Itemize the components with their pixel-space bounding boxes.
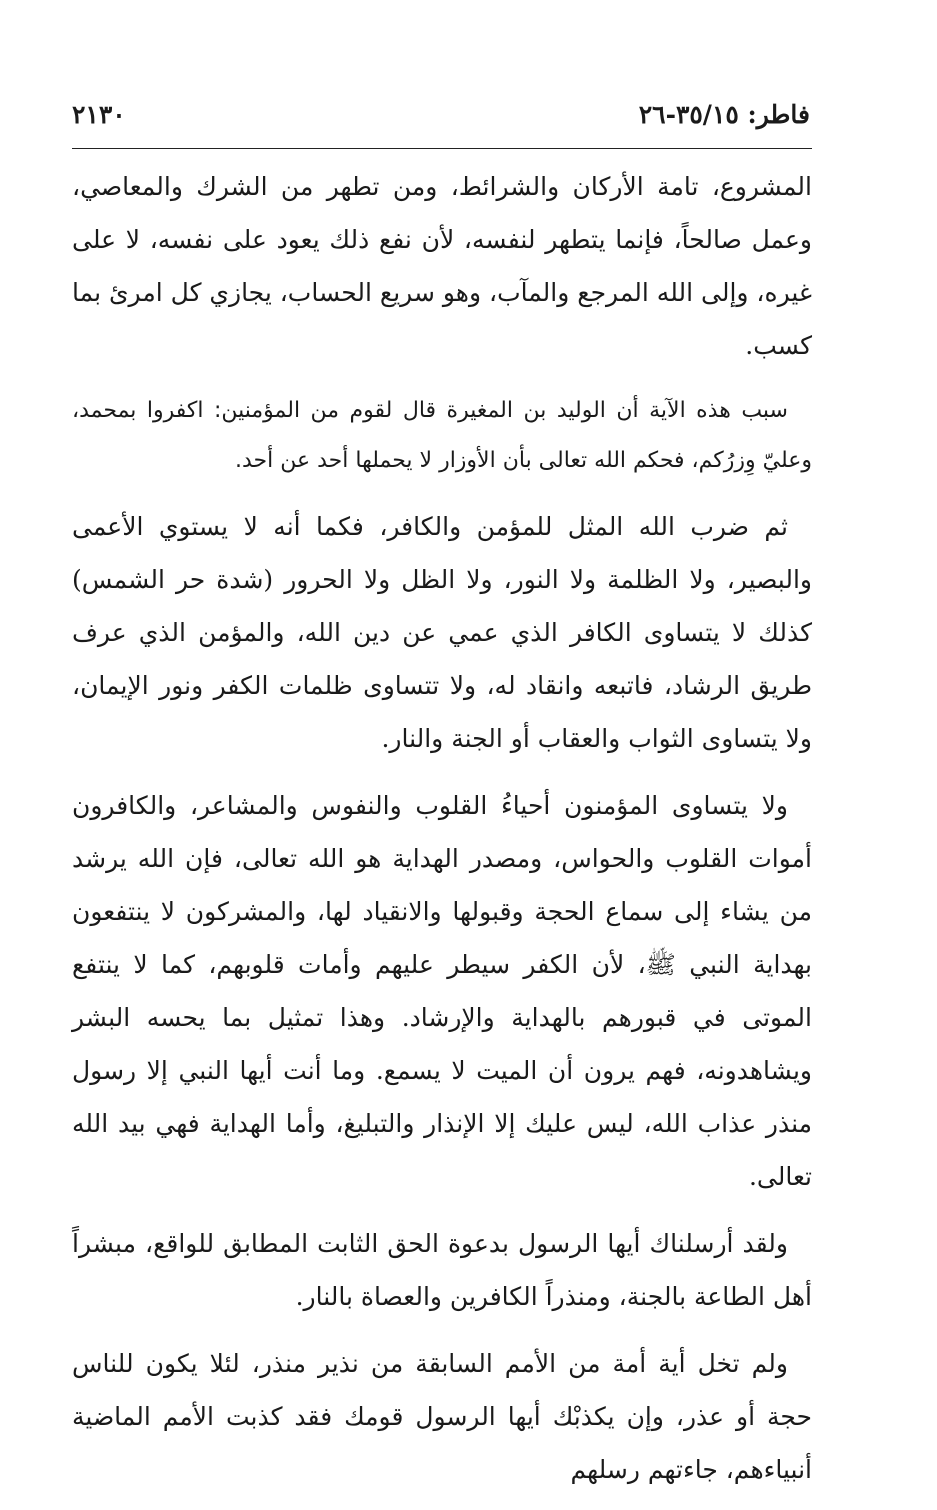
- paragraph-guidance: ولا يتساوى المؤمنون أحياءُ القلوب والنفوس والمشاعر، والكافرون أموات القلوب والحواس، ومصدر الهداية هو الله تعالى، فإن الله يرشد من يشاء إلى سماع الحجة وقبولها والانقياد لها، والمشركون لا ينتفعون بهداية النبي ﷺ، لأن الكفر سيطر عليهم وأمات قلوبهم، كما لا ينتفع الموتى في قبورهم بالهداية والإرشاد. وهذا تمثيل بما يحسه البشر ويشاهدونه، فهم يرون أن الميت لا يسمع. وما أنت أيها النبي إلا رسول منذر عذاب الله، ليس عليك إلا الإنذار والتبليغ، وأما الهداية فهي بيد الله تعالى.: [72, 791, 812, 1191]
- page-header: [72, 100, 810, 140]
- paragraph-parable: ثم ضرب الله المثل للمؤمن والكافر، فكما أنه لا يستوي الأعمى والبصير، ولا الظلمة ولا النور، ولا الظل ولا الحرور (شدة حر الشمس) كذلك لا يتساوى الكافر الذي عمي عن دين الله، والمؤمن الذي عرف طريق الرشاد، فاتبعه وانقاد له، ولا تتساوى ظلمات الكفر ونور الإيمان، ولا يتساوى الثواب والعقاب أو الجنة والنار.: [72, 512, 812, 753]
- paragraph-revelation-cause: سبب هذه الآية أن الوليد بن المغيرة قال لقوم من المؤمنين: اكفروا بمحمد، وعليّ وِزرُكم، فحكم الله تعالى بأن الأوزار لا يحملها أحد عن أحد.: [72, 398, 812, 473]
- page-body: [72, 160, 812, 1510]
- paragraph-continuation: المشروع، تامة الأركان والشرائط، ومن تطهر من الشرك والمعاصي، وعمل صالحاً، فإنما يتطهر لنفسه، لأن نفع ذلك يعود على نفسه، لا على غيره، وإلى الله المرجع والمآب، وهو سريع الحساب، يجازي كل امرئ بما كسب.: [72, 172, 812, 360]
- header-divider: [72, 148, 812, 149]
- paragraph-messenger: ولقد أرسلناك أيها الرسول بدعوة الحق الثابت المطابق للواقع، مبشراً أهل الطاعة بالجنة، ومنذراً الكافرين والعصاة بالنار.: [72, 1229, 812, 1311]
- paragraph-warners: ولم تخل أية أمة من الأمم السابقة من نذير منذر، لئلا يكون للناس حجة أو عذر، وإن يكذبْك أيها الرسول قومك فقد كذبت الأمم الماضية أنبياءهم، جاءتهم رسلهم: [72, 1349, 812, 1484]
- surah-reference: فاطر: ٣٥/١٥-٢٦: [638, 100, 810, 129]
- page-number: ٢١٣٠: [72, 100, 126, 129]
